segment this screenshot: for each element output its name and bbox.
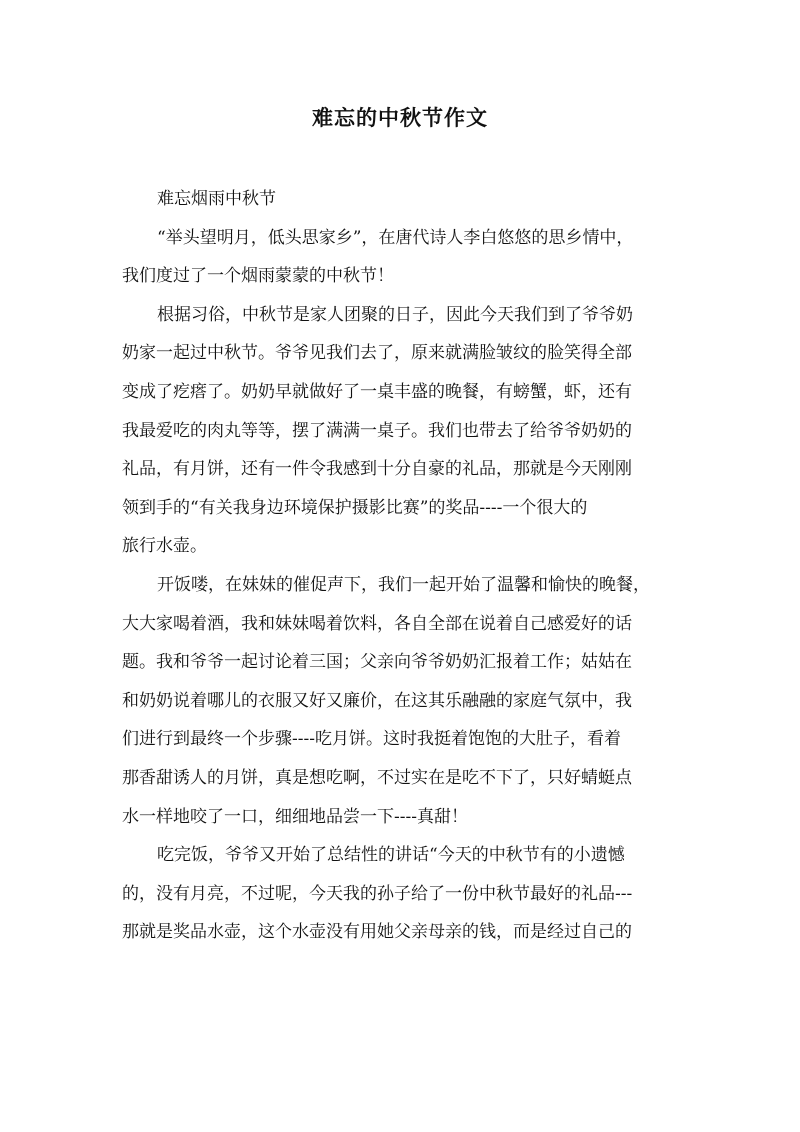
text-line: 我们度过了一个烟雨蒙蒙的中秋节！ [122,266,394,287]
document-body [122,180,682,952]
subtitle: 难忘烟雨中秋节 [157,189,276,209]
text-line: 大大家喝着酒，我和妹妹喝着饮料，各自全部在说着自己感爱好的话 [122,613,632,634]
text-line: 礼品，有月饼，还有一件令我感到十分自豪的礼品，那就是今天刚刚 [122,459,632,480]
text-line: 我最爱吃的肉丸等等，摆了满满一桌子。我们也带去了给爷爷奶奶的 [122,420,632,441]
text-line: 开饭喽，在妹妹的催促声下，我们一起开始了温馨和愉快的晚餐， [157,574,650,595]
text-line: 吃完饭，爷爷又开始了总结性的讲话“今天的中秋节有的小遗憾 [157,845,625,866]
text-line: 变成了疙瘩了。奶奶早就做好了一桌丰盛的晚餐，有螃蟹，虾，还有 [122,381,632,402]
text-line: 奶家一起过中秋节。爷爷见我们去了，原来就满脸皱纹的脸笑得全部 [122,343,632,364]
text-line: 领到手的“有关我身边环境保护摄影比赛”的奖品----一个很大的 [122,497,588,518]
text-line: 旅行水壶。 [122,536,207,557]
text-line: 们进行到最终一个步骤----吃月饼。这时我挺着饱饱的大肚子，看着 [122,729,621,750]
text-line: 的，没有月亮，不过呢，今天我的孙子给了一份中秋节最好的礼品--- [122,883,633,904]
document-title: 难忘的中秋节作文 [312,105,488,130]
text-line: 根据习俗，中秋节是家人团聚的日子，因此今天我们到了爷爷奶 [157,304,633,325]
text-line: “举头望明月，低头思家乡”，在唐代诗人李白悠悠的思乡情中， [157,227,634,248]
text-line: 题。我和爷爷一起讨论着三国；父亲向爷爷奶奶汇报着工作；姑姑在 [122,652,632,673]
text-line: 那香甜诱人的月饼，真是想吃啊，不过实在是吃不下了，只好蜻蜓点 [122,767,632,788]
text-line: 水一样地咬了一口，细细地品尝一下----真甜！ [122,806,468,827]
text-line: 和奶奶说着哪儿的衣服又好又廉价，在这其乐融融的家庭气氛中，我 [122,690,632,711]
text-line: 那就是奖品水壶，这个水壶没有用她父亲母亲的钱，而是经过自己的 [122,922,632,943]
